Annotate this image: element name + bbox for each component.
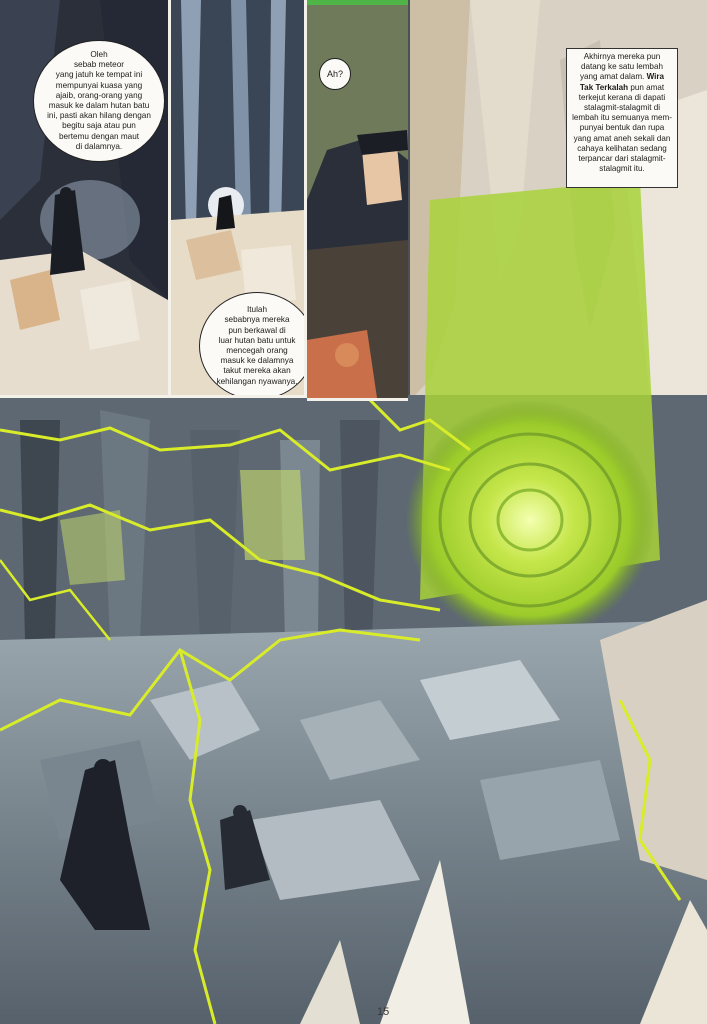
panel-meteor-forest xyxy=(0,0,171,398)
narration-caption xyxy=(566,48,678,188)
speech-bubble-ah: Ah? xyxy=(319,58,351,90)
panel-hero-surprised xyxy=(307,0,408,401)
caption-text-start: Akhirnya mereka pun datang ke satu lembah yang amat dalam. xyxy=(579,52,663,82)
panel-3-art xyxy=(307,0,408,398)
speech-bubble-guards: Itulah sebabnya mereka pun berkawal di luar hutan batu untuk mencegah orang masuk ke dalamnya takut mereka akan kehilangan nyawanya. xyxy=(199,292,307,398)
panel-guards xyxy=(171,0,307,398)
speech-bubble-meteor: Oleh sebab meteor yang jatuh ke tempat ini mempunyai kuasa yang ajaib, orang-orang yang masuk ke dalam hutan batu ini, pasti akan hilang dengan begitu saja atau pun bertemu dengan maut di dalamnya. xyxy=(33,40,165,162)
caption-hero-name: Wira Tak Terkalah xyxy=(579,72,665,92)
page-number: 15 xyxy=(377,1006,390,1018)
caption-text-end: pun amat terkejut kerana di dapati stalagmit-stalagmit di lembah itu semuanya mem- punyai bentuk dan rupa yang amat aneh sekali dan cahaya kelihatan sedang terpancar dari stalagmit- stalagmit itu. xyxy=(572,82,672,174)
